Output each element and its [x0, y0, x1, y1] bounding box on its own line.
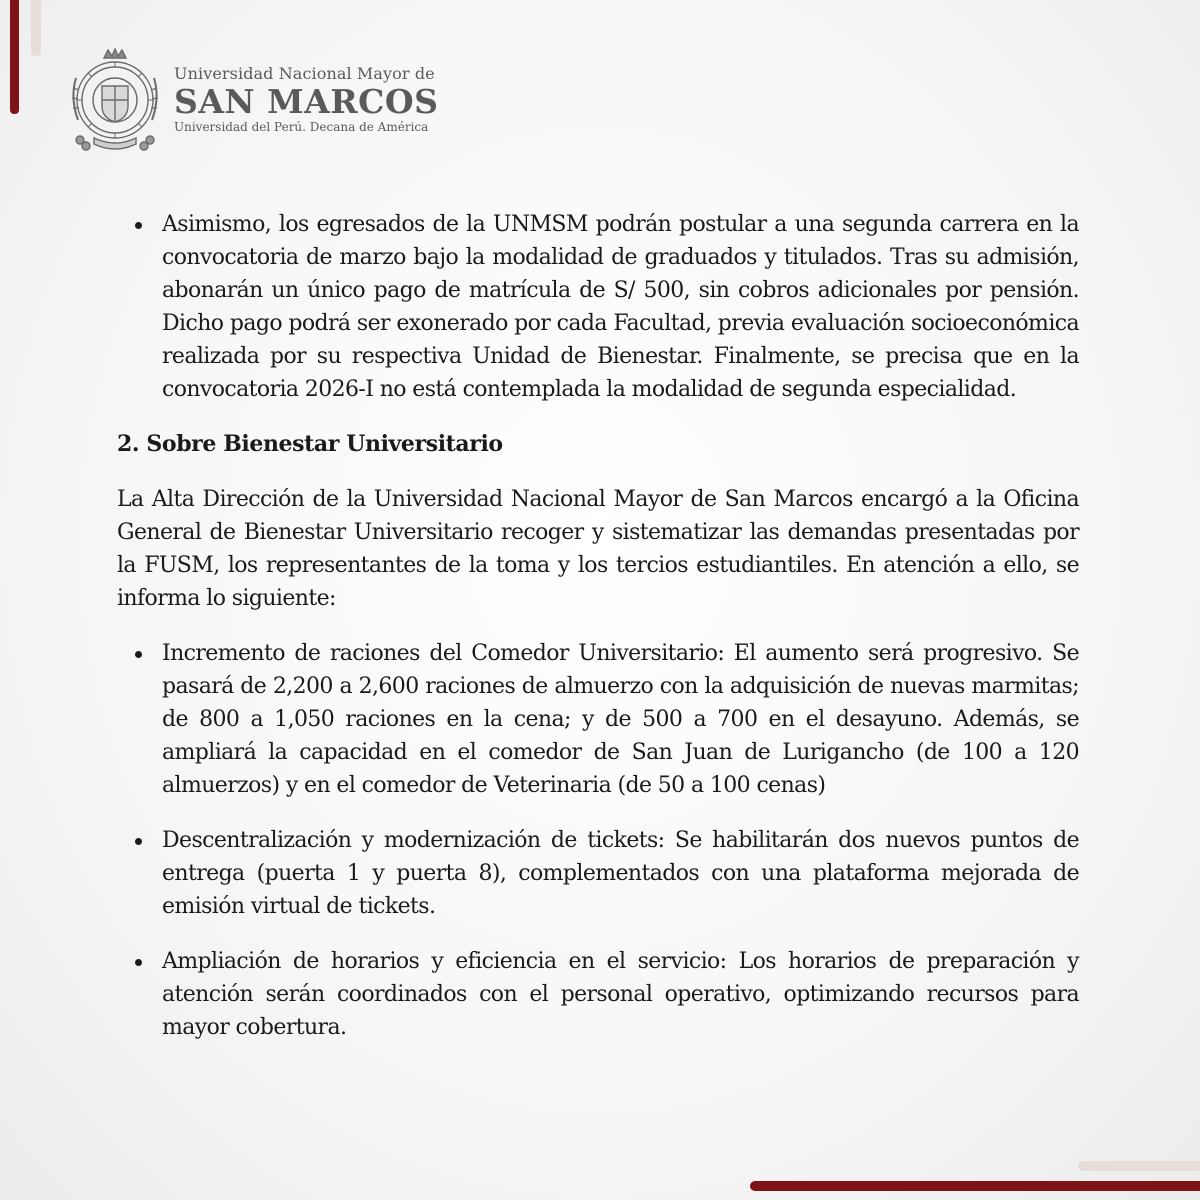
university-header: [68, 48, 468, 158]
logo-line-3: Universidad del Perú. Decana de América: [174, 120, 429, 134]
decorative-bar-top-dark: [10, 0, 19, 114]
document-body: [117, 208, 1079, 1066]
decorative-bar-bottom-dark: [750, 1181, 1200, 1191]
list-item: Asimismo, los egresados de la UNMSM podrán postular a una segunda carrera en la convocatoria de marzo bajo la modalidad de graduados y titulados. Tras su admisión, abonarán un único pago de matrícula de S/ 500, sin cobros adicionales por pensión. Dicho pago podrá ser exonerado por cada Facultad, previa evaluación socioeconómica realizada por su respectiva Unidad de Bienestar. Finalmente, se precisa que en la convocatoria 2026-I no está contemplada la modalidad de segunda especialidad.: [117, 208, 1079, 406]
intro-bullet-list: [117, 208, 1079, 406]
list-item: Incremento de raciones del Comedor Universitario: El aumento será progresivo. Se pasará de 2,200 a 2,600 raciones de almuerzo con la adquisición de nuevas marmitas; de 800 a 1,050 raciones en la cena; y de 500 a 700 en el desayuno. Además, se ampliará la capacidad en el comedor de San Juan de Lurigancho (de 100 a 120 almuerzos) y en el comedor de Veterinaria (de 50 a 100 cenas): [117, 637, 1079, 802]
list-item: Ampliación de horarios y eficiencia en el servicio: Los horarios de preparación y atención serán coordinados con el personal operativo, optimizando recursos para mayor cobertura.: [117, 945, 1079, 1044]
logo-line-2: SAN MARCOS: [174, 82, 439, 121]
logo-line-1: Universidad Nacional Mayor de: [174, 64, 435, 83]
decorative-bar-bottom-light: [1078, 1161, 1200, 1171]
decorative-bar-top-light: [31, 0, 41, 56]
university-seal-icon: [68, 48, 162, 156]
list-item: Descentralización y modernización de tickets: Se habilitarán dos nuevos puntos de entrega (puerta 1 y puerta 8), complementados con una plataforma mejorada de emisión virtual de tickets.: [117, 824, 1079, 923]
section-bullet-list: [117, 637, 1079, 1044]
section-heading: 2. Sobre Bienestar Universitario: [117, 431, 503, 457]
university-wordmark: [174, 64, 439, 134]
section-paragraph: La Alta Dirección de la Universidad Nacional Mayor de San Marcos encargó a la Oficina General de Bienestar Universitario recoger y sistematizar las demandas presentadas por la FUSM, los representantes de la toma y los tercios estudiantiles. En atención a ello, se informa lo siguiente:: [117, 487, 1079, 611]
